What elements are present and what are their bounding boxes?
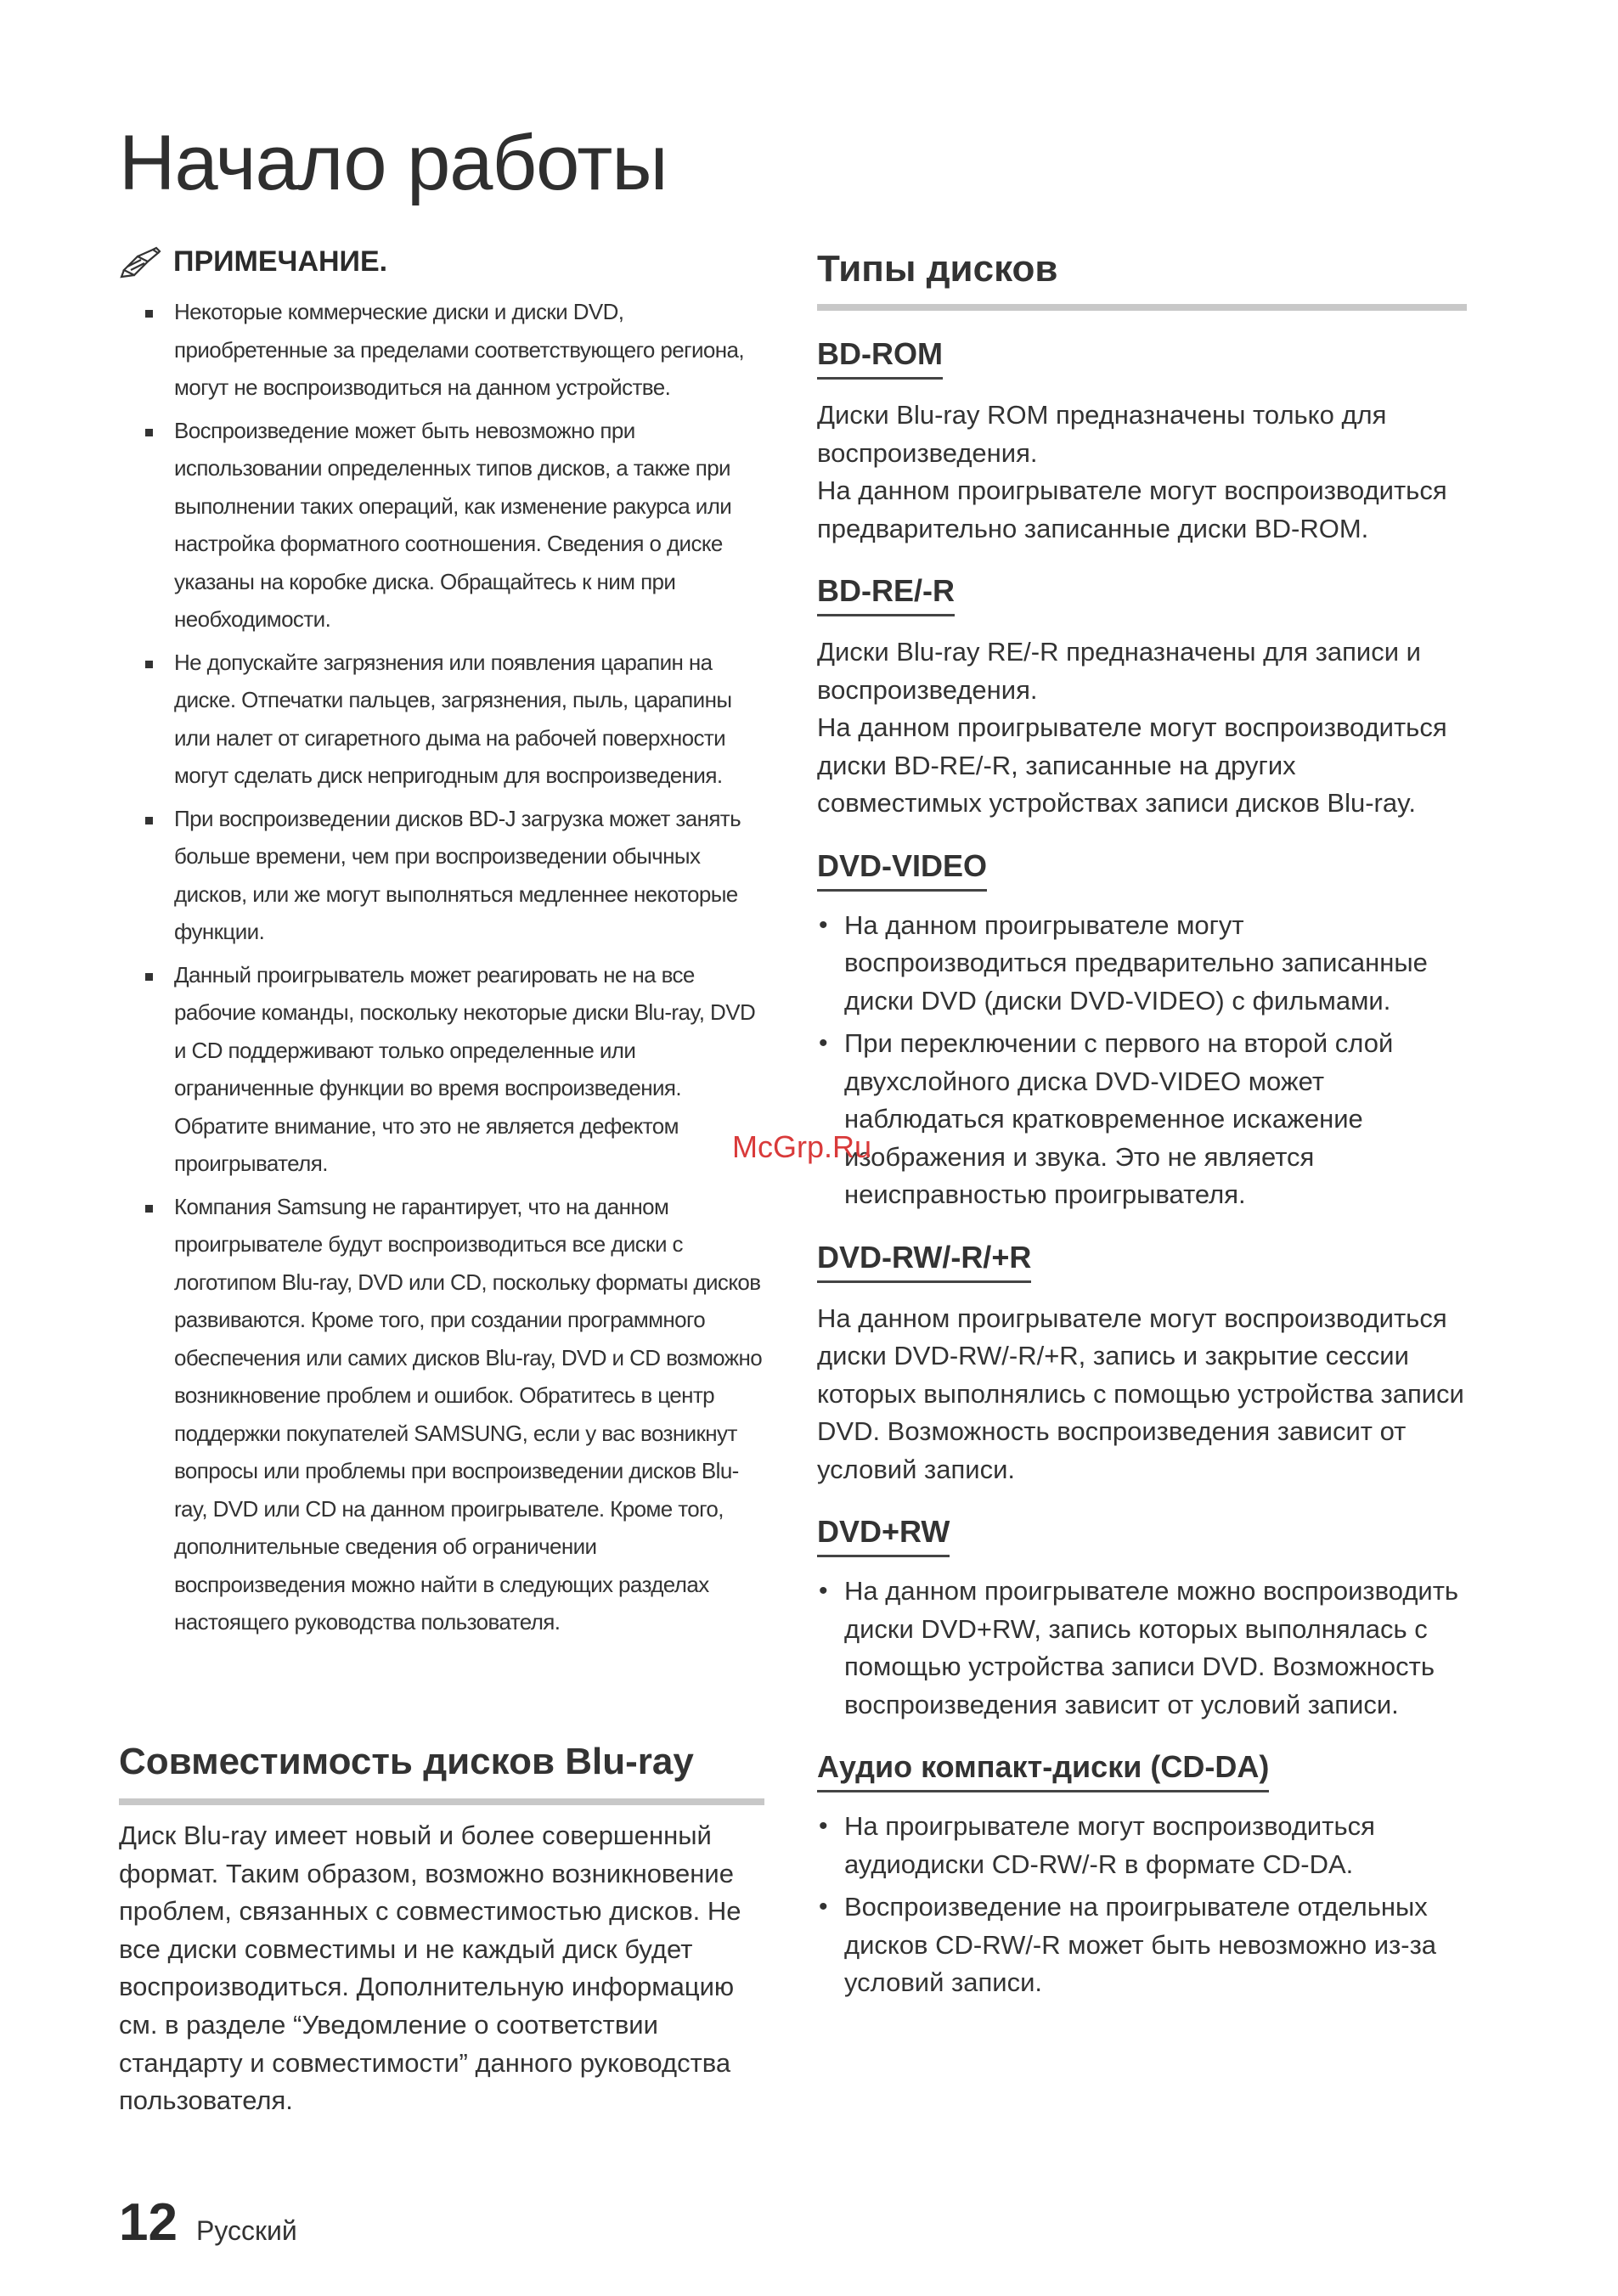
note-section <box>119 242 764 1646</box>
page-language: Русский <box>195 2215 297 2246</box>
dvd-rw-block <box>817 1240 1467 1489</box>
pencil-note-icon <box>119 245 165 279</box>
list-item: • При переключении с первого на второй слой двухслойного диска DVD-VIDEO может наблюдаться кратковременное искажение изображения и звука. Это не является неисправностью проигрывателя. <box>844 1025 1467 1214</box>
bd-re-block <box>817 573 1467 823</box>
dvd-rw-body: На данном проигрывателе могут воспроизводиться диски DVD-RW/-R/+R, запись и закрытие сессии которых выполнялись с помощью устройства записи DVD. Возможность воспроизведения зависит от условий записи. <box>817 1303 1464 1484</box>
compat-body: Диск Blu-ray имеет новый и более совершенный формат. Таким образом, возможно возникновение проблем, связанных с совместимостью дисков. Не все диски совместимы и не каждый диск будет воспроизводиться. Дополнительную информацию см. в разделе “Уведомление о соответствии стандарту и совместимости” данного руководства пользователя. <box>119 1820 741 2116</box>
compat-title: Совместимость дисков Blu-ray <box>119 1741 764 1805</box>
dvd-video-block <box>817 848 1467 1214</box>
cd-da-block <box>817 1749 1467 2002</box>
cd-da-list <box>817 1808 1467 2002</box>
list-item: • На данном проигрывателе можно воспроизводить диски DVD+RW, запись которых выполнялась с помощью устройства записи DVD. Возможность воспроизведения зависит от условий записи. <box>844 1573 1467 1724</box>
bd-rom-text-1: Диски Blu-ray ROM предназначены только для воспроизведения. <box>817 400 1387 468</box>
dvd-plus-rw-list <box>817 1573 1467 1724</box>
watermark: McGrp.Ru <box>732 1129 872 1164</box>
bd-re-text-1: Диски Blu-ray RE/-R предназначены для записи и воспроизведения. <box>817 637 1421 705</box>
page-number: 12 <box>119 2193 178 2252</box>
note-item: Данный проигрыватель может реагировать не на все рабочие команды, поскольку некоторые диски Blu-ray, DVD и CD поддерживают только определенные или ограниченные функции во время воспроизведения. Обратите внимание, что это не является дефектом проигрывателя. <box>174 956 764 1183</box>
bd-rom-block <box>817 336 1467 548</box>
bd-rom-body <box>817 397 1467 548</box>
compat-section <box>119 1741 764 2120</box>
note-item: Воспроизведение может быть невозможно при использовании определенных типов дисков, а также при выполнении таких операций, как изменение ракурса или настройка форматного соотношения. Сведения о диске указаны на коробке диска. Обращайтесь к ним при необходимости. <box>174 412 764 639</box>
disc-types-section <box>817 248 1467 2007</box>
note-item: При воспроизведении дисков BD-J загрузка может занять больше времени, чем при воспроизведении обычных дисков, или же могут выполняться медленнее некоторые функции. <box>174 800 764 951</box>
dvd-plus-rw-title: DVD+RW <box>817 1514 950 1557</box>
bd-re-text-2: На данном проигрывателе могут воспроизводиться диски BD-RE/-R, записанные на других совместимых устройствах записи дисков Blu-ray. <box>817 712 1447 818</box>
list-item: • Воспроизведение на проигрывателе отдельных дисков CD-RW/-R может быть невозможно из-за условий записи. <box>844 1888 1467 2002</box>
cd-da-title: Аудио компакт-диски (CD-DA) <box>817 1749 1269 1792</box>
bd-rom-text-2: На данном проигрывателе могут воспроизводиться предварительно записанные диски BD-ROM. <box>817 476 1447 543</box>
dvd-video-title: DVD-VIDEO <box>817 848 987 892</box>
dvd-plus-rw-block <box>817 1514 1467 1724</box>
bd-re-title: BD-RE/-R <box>817 573 955 616</box>
note-title: ПРИМЕЧАНИЕ. <box>173 245 388 278</box>
note-item: Не допускайте загрязнения или появления царапин на диске. Отпечатки пальцев, загрязнения, пыль, царапины или налет от сигаретного дыма на рабочей поверхности могут сделать диск непригодным для воспроизведения. <box>174 644 764 795</box>
dvd-rw-title: DVD-RW/-R/+R <box>817 1240 1031 1283</box>
note-item: Компания Samsung не гарантирует, что на данном проигрывателе будут воспроизводиться все диски с логотипом Blu-ray, DVD или CD, поскольку форматы дисков развиваются. Кроме того, при создании программного обеспечения или самих дисков Blu-ray, DVD и CD возможно возникновение проблем и ошибок. Обратитесь в центр поддержки покупателей SAMSUNG, если у вас возникнут вопросы или проблемы при воспроизведении дисков Blu-ray, DVD или CD на данном проигрывателе. Кроме того, дополнительные сведения об ограничении воспроизведения можно найти в следующих разделах настоящего руководства пользователя. <box>174 1188 764 1641</box>
list-item: • На проигрывателе могут воспроизводиться аудиодиски CD-RW/-R в формате CD-DA. <box>844 1808 1467 1883</box>
disc-types-title: Типы дисков <box>817 248 1467 311</box>
note-item: Некоторые коммерческие диски и диски DVD, приобретенные за пределами соответствующего региона, могут не воспроизводиться на данном устройстве. <box>174 293 764 407</box>
page-footer <box>119 2192 297 2253</box>
list-item: • На данном проигрывателе могут воспроизводиться предварительно записанные диски DVD (диски DVD-VIDEO) с фильмами. <box>844 907 1467 1021</box>
note-list <box>119 293 764 1641</box>
bd-re-body <box>817 633 1467 823</box>
note-header <box>119 242 764 281</box>
page-title: Начало работы <box>119 120 668 206</box>
dvd-video-list <box>817 907 1467 1214</box>
bd-rom-title: BD-ROM <box>817 336 943 380</box>
